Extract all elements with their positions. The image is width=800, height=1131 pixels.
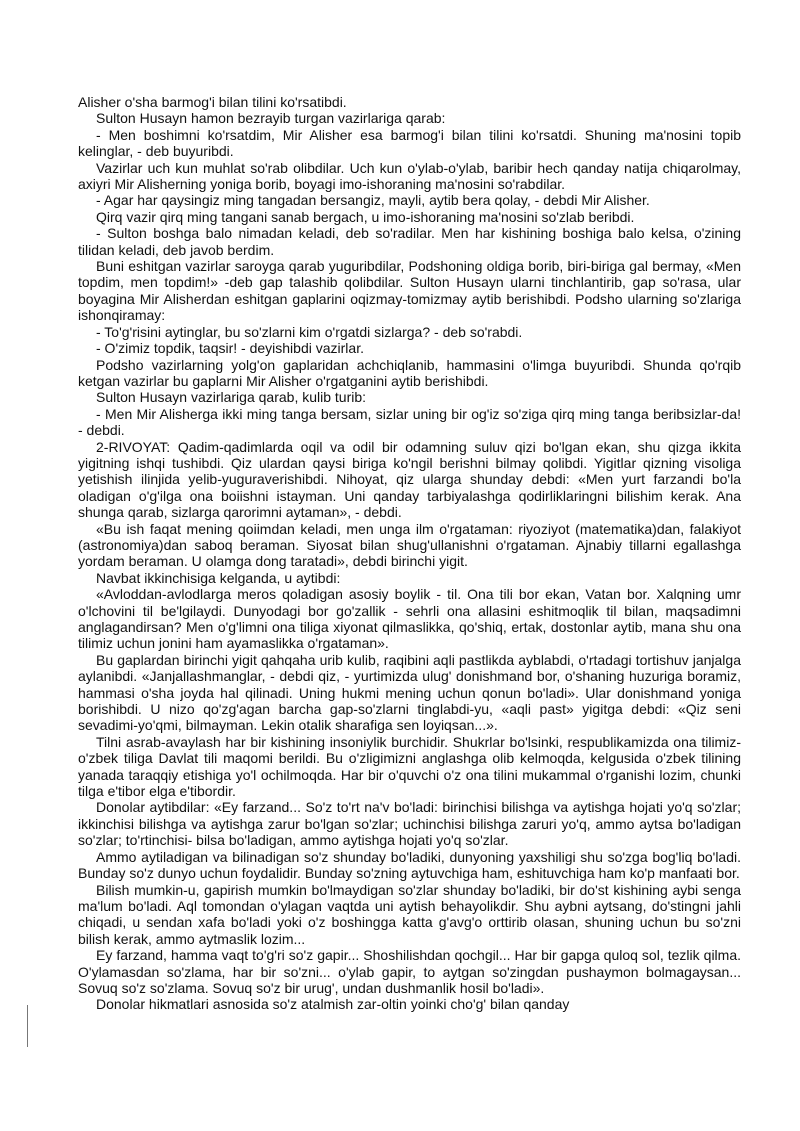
- paragraph: Navbat ikkinchisiga kelganda, u aytibdi:: [96, 569, 341, 586]
- paragraph: Ammo aytiladigan va bilinadigan so'z shunday bo'ladiki, dunyoning yaxshiligi shu so'zga bog'liq bo'ladi. Bunday so'z dunyo uchun foydalidir. Bunday so'zning aytuvchiga ham, eshituvchiga ham ko'p manfaati bor.: [78, 848, 741, 882]
- paragraph: «Bu ish faqat mening qoiimdan keladi, men unga ilm o'rgataman: riyoziyot (matematika)dan, falakiyot (astronomiya)dan saboq beraman. Siyosat bilan shug'ullanishni o'rgataman. Ajnabiy tillarni egallashga yordam beraman. U olamga dong taratadi», debdi birinchi yigit.: [78, 520, 741, 570]
- paragraph: Tilni asrab-avaylash har bir kishining insoniylik burchidir. Shukrlar bo'lsinki, respublikamizda ona tilimiz-o'zbek tiliga Davlat tili maqomi berildi. Bu o'zligimizni anglashga olib kelmoqda, kelgusida o'zbek tilining yanada taraqqiy etishiga yo'l ochilmoqda. Har bir o'quvchi o'z ona tilini mukammal o'rganishi lozim, chunki tilga e'tibor elga e'tibordir.: [78, 733, 741, 800]
- paragraph: - Agar har qaysingiz ming tangadan bersangiz, mayli, aytib bera qolay, - debdi Mir Alisher.: [96, 192, 650, 209]
- paragraph: - To'g'risini aytinglar, bu so'zlarni kim o'rgatdi sizlarga? - deb so'rabdi.: [96, 323, 523, 340]
- paragraph: Alisher o'sha barmog'i bilan tilini ko'rsatibdi.: [78, 94, 347, 110]
- paragraph: Sulton Husayn hamon bezrayib turgan vazirlariga qarab:: [96, 110, 446, 127]
- paragraph: Ey farzand, hamma vaqt to'g'ri so'z gapir... Shoshilishdan qochgil... Har bir gapga quloq sol, tezlik qilma. O'ylamasdan so'zlama, har bir so'zni... o'ylab gapir, to aytgan so'zingdan pushaymon bolmagaysan... Sovuq so'z so'zlama. Sovuq so'z bir urug', undan dushmanlik hosil bo'ladi».: [78, 947, 741, 996]
- paragraph: «Avloddan-avlodlarga meros qoladigan asosiy boylik - til. Ona tili bor ekan, Vatan bor. Xalqning umr o'lchovini til be'lgilaydi. Dunyodagi bor go'zallik - sehrli ona allasini eshitmoqlik til bilan, maqsadimni anglagandirsan? Men o'g'limni ona tiliga xiyonat qilmaslikka, qo'shiq, ertak, dostonlar aytib, mana shu ona tilimiz uchun jonini ham ayamaslikka o'rgataman».: [78, 586, 741, 652]
- paragraph: Qirq vazir qirq ming tangani sanab bergach, u imo-ishoraning ma'nosini so'zlab beribdi.: [96, 208, 635, 225]
- document-body: [78, 94, 741, 1013]
- paragraph: Sulton Husayn vazirlariga qarab, kulib turib:: [96, 389, 367, 406]
- paragraph: - Men Mir Alisherga ikki ming tanga bersam, sizlar uning bir og'iz so'ziga qirq ming tanga beribsizlar-da! - debdi.: [78, 405, 741, 439]
- paragraph: Vazirlar uch kun muhlat so'rab olibdilar. Uch kun o'ylab-o'ylab, baribir hech qanday natija chiqarolmay, axiyri Mir Alisherning yoniga borib, boyagi imo-ishoraning ma'nosini so'rabdilar.: [78, 159, 741, 193]
- paragraph: - Men boshimni ko'rsatdim, Mir Alisher esa barmog'i bilan tilini ko'rsatdi. Shuning ma'nosini topib kelinglar, - deb buyuribdi.: [78, 126, 741, 160]
- paragraph: Donolar hikmatlari asnosida so'z atalmish zar-oltin yoinki cho'g' bilan qanday: [96, 996, 570, 1013]
- paragraph: - Sulton boshga balo nimadan keladi, deb so'radilar. Men har kishining boshiga balo kelsa, o'zining tilidan keladi, deb javob berdim.: [78, 225, 741, 258]
- paragraph: - O'zimiz topdik, taqsir! - deyishibdi vazirlar.: [96, 340, 364, 357]
- margin-line: [27, 1005, 28, 1047]
- paragraph: 2-RIVOYAT: Qadim-qadimlarda oqil va odil bir odamning suluv qizi bo'lgan ekan, shu qizga ikkita yigitning ishqi tushibdi. Qiz ulardan qaysi biriga ko'ngil berishni bilmay qolibdi. Yigitlar qizning visoliga yetishish ilinjida yelib-yuguraverishibdi. Nihoyat, qiz ularga shunday debdi: «Men yurt farzandi bo'la oladigan o'g'ilga ona boiishni istayman. Uni qanday tarbiyalashga qodirliklaringni bilishim kerak. Ana shunga qarab, sizlarga qarorimni aytaman», - debdi.: [78, 438, 741, 521]
- paragraph: Buni eshitgan vazirlar saroyga qarab yuguribdilar, Podshoning oldiga borib, biri-biriga gal bermay, «Men topdim, men topdim!» -deb gap talashib qolibdilar. Sulton Husayn ularni tinchlantirib, gap so'rasa, ular boyagina Mir Alisherdan eshitgan gaplarini oqizmay-tomizmay aytib berishibdi. Podsho ularning so'zlariga ishonqiramay:: [78, 258, 741, 324]
- paragraph: Donolar aytibdilar: «Ey farzand... So'z to'rt na'v bo'ladi: birinchisi bilishga va aytishga hojati yo'q so'zlar; ikkinchisi bilishga va aytishga zarur bo'lgan so'zlar; uchinchisi bilishga zaruri yo'q, ammo aytsa bo'ladigan so'zlar; to'rtinchisi- bilsa bo'ladigan, ammo aytishga hojati yo'q so'zlar.: [78, 799, 741, 849]
- paragraph: Bilish mumkin-u, gapirish mumkin bo'lmaydigan so'zlar shunday bo'ladiki, bir do'st kishining aybi senga ma'lum bo'ladi. Aql tomondan o'ylagan vaqtda uni aytish behayolikdir. Shu aybni aytsang, do'stingni jahli chiqadi, u sendan xafa bo'ladi yoki o'z boshingga katta g'avg'o orttirib olasan, shuning uchun bu so'zni bilish kerak, ammo aytmaslik lozim...: [78, 881, 741, 947]
- paragraph: Podsho vazirlarning yolg'on gaplaridan achchiqlanib, hammasini o'limga buyuribdi. Shunda qo'rqib ketgan vazirlar bu gaplarni Mir Alisher o'rgatganini aytib berishibdi.: [78, 356, 741, 389]
- paragraph: Bu gaplardan birinchi yigit qahqaha urib kulib, raqibini aqli pastlikda ayblabdi, o'rtadagi tortishuv janjalga aylanibdi. «Janjallashmanglar, - debdi qiz, - yurtimizda ulug' donishmand bor, o'shaning huzuriga boramiz, hammasi o'sha joyda hal qilinadi. Uning hukmi mening uchun qonun bo'ladi». Ular donishmand yoniga borishibdi. U nizo qo'zg'agan barcha gap-so'zlarni tinglabdi-yu, «aqli past» yigitga debdi: «Qiz seni sevadimi-yo'qmi, bilmayman. Lekin otalik sharafiga sen loyiqsan...».: [78, 651, 741, 734]
